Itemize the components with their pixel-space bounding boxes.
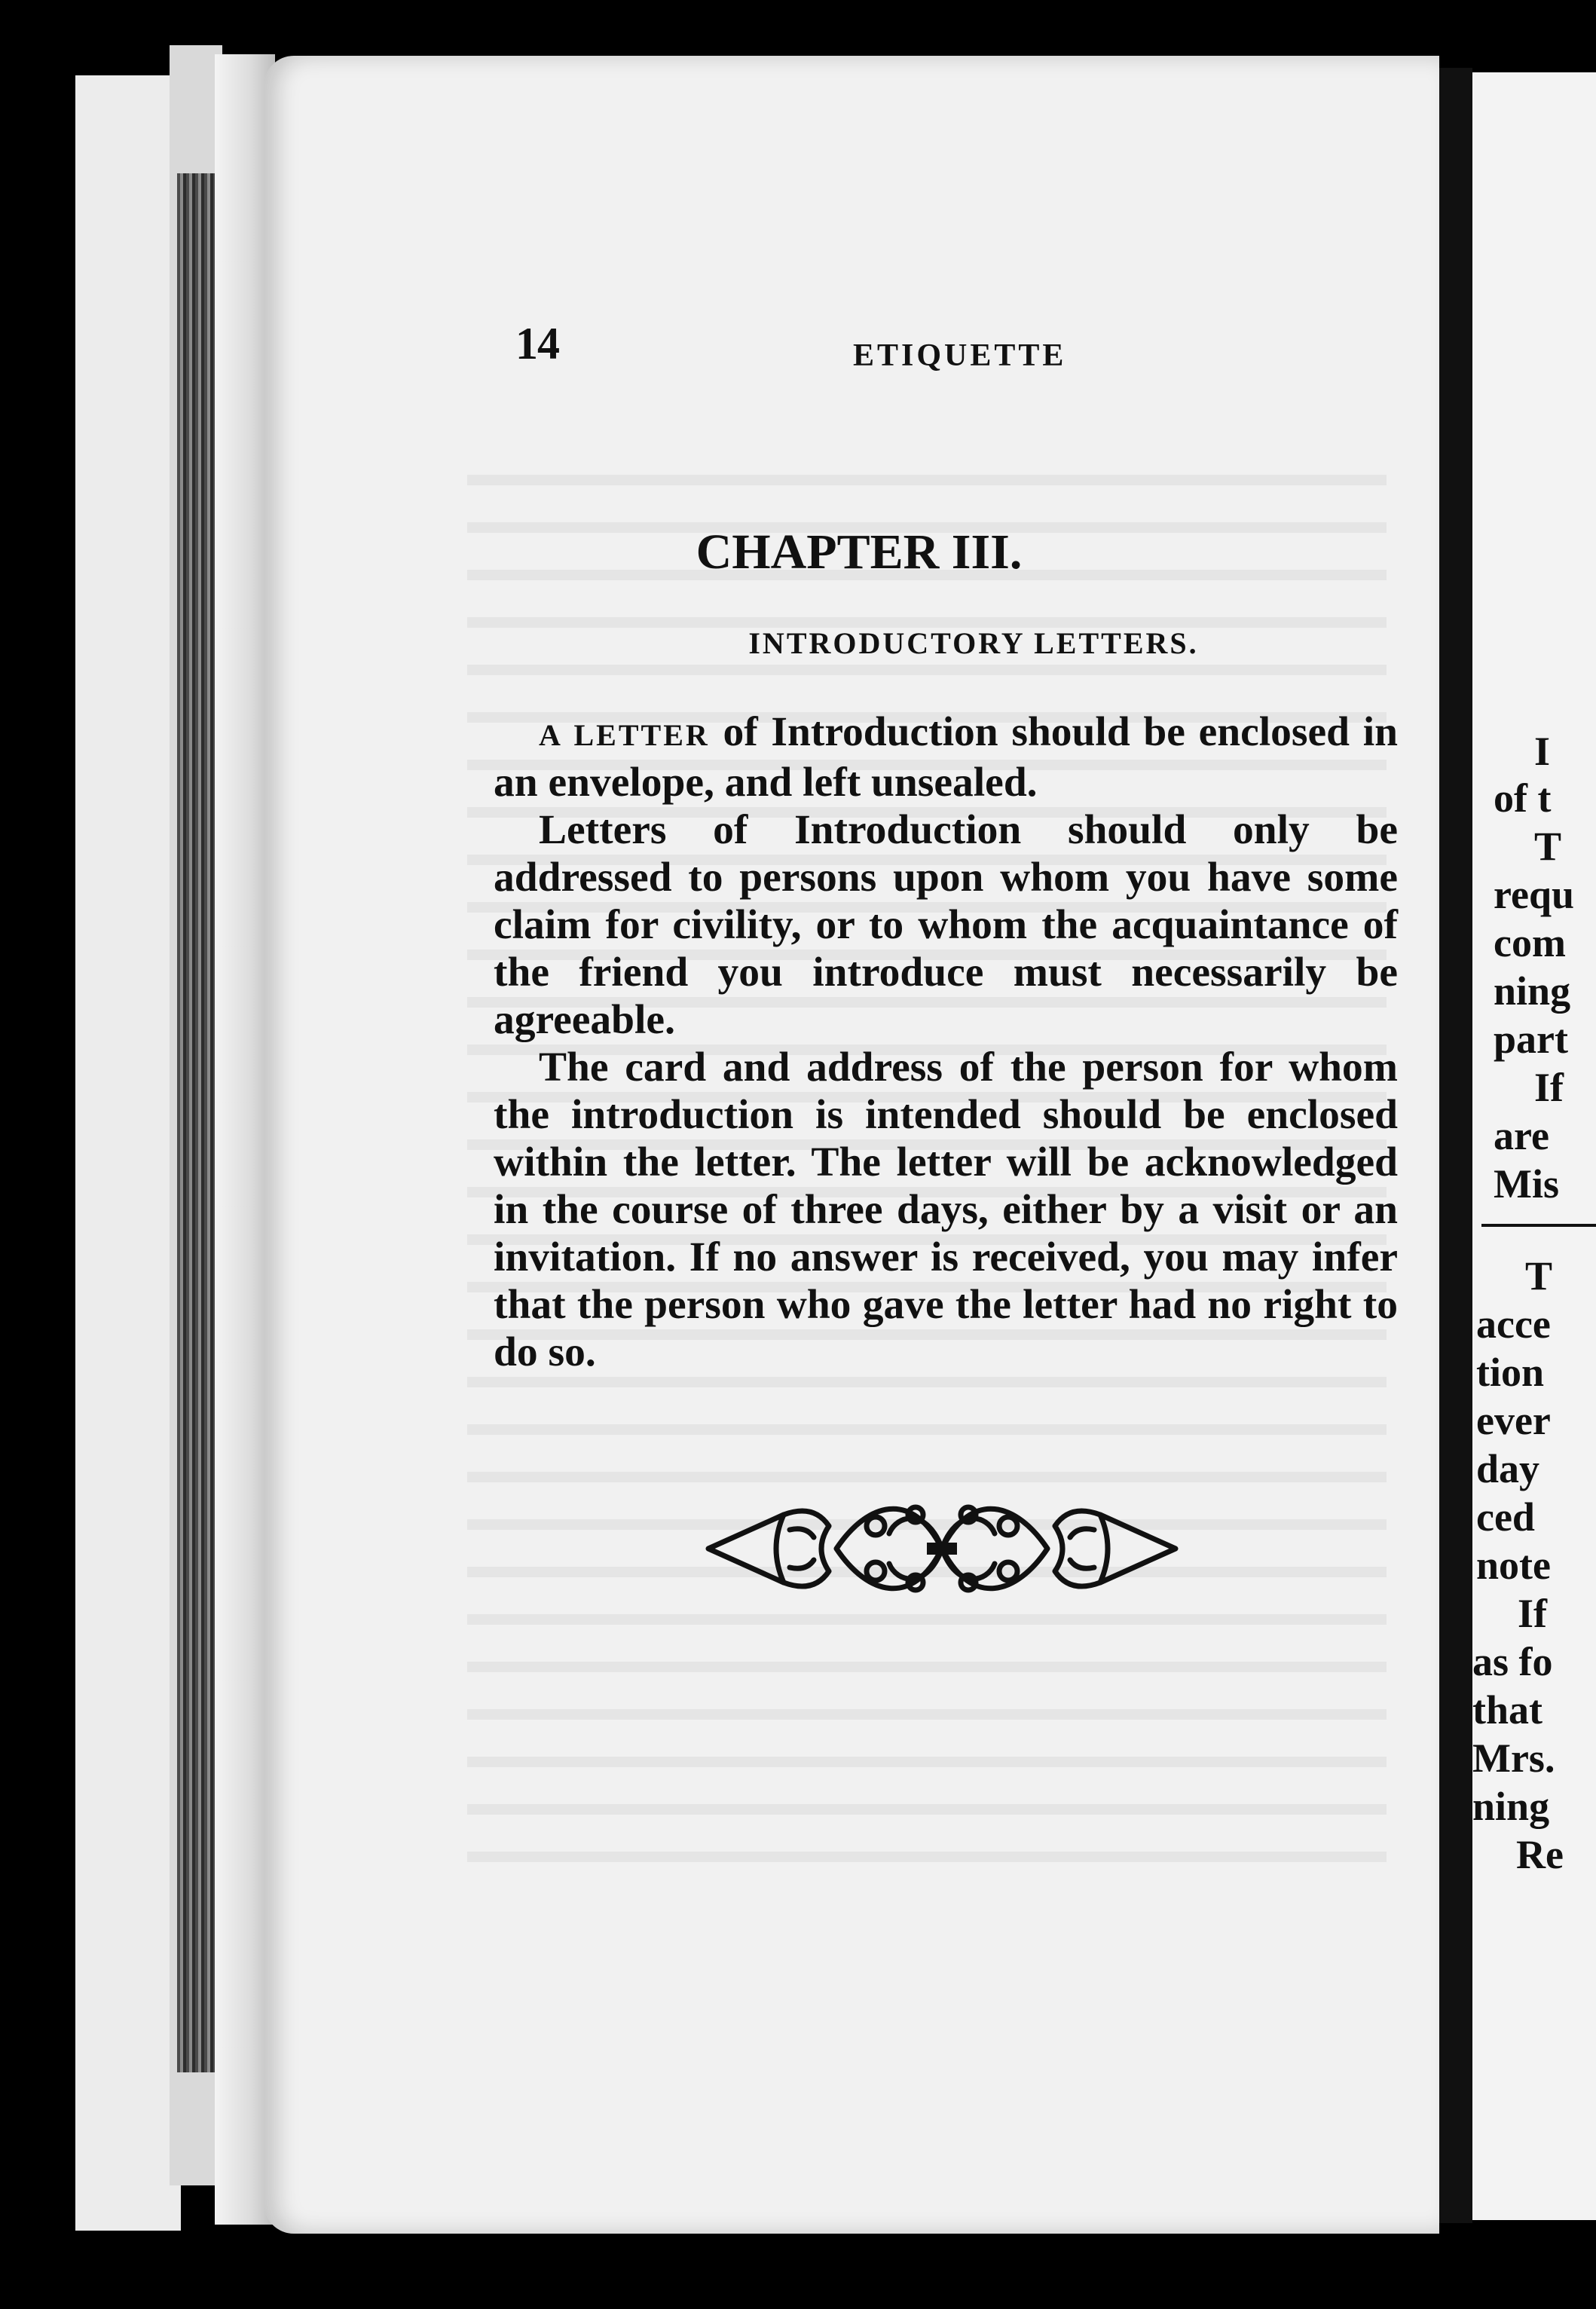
facing-line: Mrs. bbox=[1472, 1736, 1555, 1781]
running-title: ETIQUETTE bbox=[853, 338, 1067, 373]
facing-line: com bbox=[1494, 920, 1566, 965]
facing-line: requ bbox=[1494, 872, 1575, 917]
paragraph-1-lead: A LETTER bbox=[539, 718, 710, 752]
paragraph-1-body: of Introduction should be enclosed in an envelope, and left unsealed. bbox=[494, 709, 1399, 806]
facing-line: Mis bbox=[1494, 1161, 1559, 1206]
facing-line: ning bbox=[1472, 1784, 1550, 1829]
facing-line: as fo bbox=[1472, 1639, 1553, 1684]
paragraph-3: The card and address of the person for whom the introduction is intended should be enclosed within the letter. The letter will be acknowledged in the course of three days, either by a visit or an invitation. If no answer is received, you may infer that the person who gave the letter had no right to do so. bbox=[494, 1044, 1398, 1375]
facing-line: part bbox=[1494, 1017, 1568, 1062]
paragraph-2: Letters of Introduction should only be addressed to persons upon whom you have some claim for civility, or to whom the acquaintance of the friend you introduce must necessarily be agreeable. bbox=[494, 807, 1398, 1043]
facing-line: ning bbox=[1494, 968, 1571, 1014]
facing-line: note bbox=[1476, 1543, 1551, 1588]
book-gutter bbox=[1439, 68, 1472, 2223]
facing-rule bbox=[1481, 1224, 1596, 1227]
fleuron-ornament-icon bbox=[701, 1473, 1183, 1624]
facing-line: ever bbox=[1476, 1398, 1551, 1443]
section-heading: INTRODUCTORY LETTERS. bbox=[748, 626, 1199, 660]
facing-line: are bbox=[1494, 1113, 1549, 1158]
book-cover-edge bbox=[75, 75, 181, 2231]
facing-line: I bbox=[1534, 729, 1551, 774]
facing-line: that bbox=[1472, 1687, 1542, 1733]
facing-page bbox=[1472, 72, 1596, 2220]
facing-line: tion bbox=[1476, 1350, 1545, 1395]
facing-line: Re bbox=[1516, 1832, 1564, 1877]
facing-line: day bbox=[1476, 1446, 1540, 1491]
body-text bbox=[494, 708, 1398, 1376]
facing-line: T bbox=[1534, 824, 1562, 869]
facing-line: If bbox=[1534, 1065, 1564, 1110]
facing-line: of t bbox=[1494, 775, 1552, 821]
facing-line: ced bbox=[1476, 1494, 1535, 1540]
chapter-title: CHAPTER III. bbox=[696, 524, 1023, 580]
facing-line: acce bbox=[1476, 1301, 1551, 1347]
facing-line: T bbox=[1525, 1253, 1553, 1298]
facing-line: If bbox=[1518, 1591, 1547, 1636]
page-number: 14 bbox=[515, 319, 559, 369]
page-stack-shadow bbox=[177, 173, 215, 2072]
paragraph-1 bbox=[494, 708, 1398, 806]
